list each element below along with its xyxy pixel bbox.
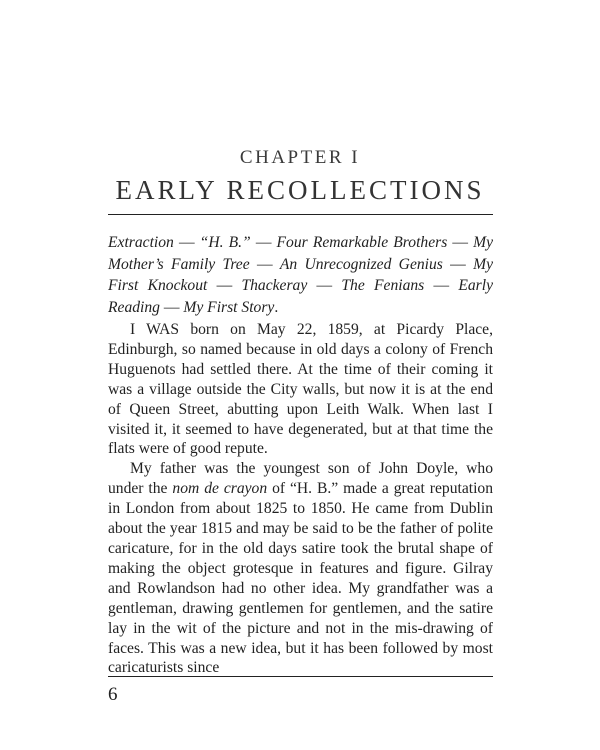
synopsis-separator: — bbox=[447, 234, 474, 251]
synopsis-separator: — bbox=[442, 255, 474, 273]
synopsis-item: Early Reading bbox=[108, 277, 493, 316]
paragraph-2-italic: nom de crayon bbox=[172, 480, 268, 498]
body-text bbox=[108, 320, 493, 678]
paragraph-2-rest: of “H. B.” made a great reputation in London from about 1825 to 1850. He came from Dublin about the year 1815 and may be said to be the father of polite caricature, for in the old days satire took the brutal shape of making the object grotesque in features and figure. Gilray and Rowlandson had no other idea. My grandfather was a gentleman, drawing gentlemen for gentlemen, and the satire lay in the wit of the picture and not in the mis-drawing of faces. This was a new idea, but it has been followed by most caricaturists since bbox=[108, 480, 494, 677]
synopsis-separator: — bbox=[307, 277, 342, 294]
synopsis-item: My Mother’s Family Tree bbox=[108, 234, 494, 273]
synopsis-item: “H. B.” bbox=[199, 234, 251, 251]
synopsis-separator: — bbox=[250, 234, 277, 251]
top-rule bbox=[108, 214, 493, 215]
synopsis-separator: — bbox=[424, 277, 459, 294]
synopsis-item: The Fenians bbox=[341, 277, 425, 294]
synopsis-item: My First Story bbox=[183, 298, 275, 316]
synopsis-item: Thackeray bbox=[241, 277, 308, 294]
chapter-label: CHAPTER I bbox=[239, 147, 361, 168]
synopsis-separator: — bbox=[159, 298, 184, 316]
paragraph-2 bbox=[108, 459, 493, 678]
synopsis-separator: — bbox=[173, 234, 200, 251]
synopsis-end: . bbox=[274, 298, 279, 316]
synopsis-item: Four Remarkable Brothers bbox=[276, 234, 448, 251]
synopsis-item: An Unrecognized Genius bbox=[279, 255, 443, 273]
synopsis-item: Extraction bbox=[108, 234, 174, 251]
chapter-title: EARLY RECOLLECTIONS bbox=[115, 175, 485, 205]
paragraph-2-start: My father was the youngest son of John Doyle, who under the bbox=[108, 460, 493, 498]
synopsis-separator: — bbox=[207, 277, 242, 294]
paragraph-1: I WAS born on May 22, 1859, at Picardy Place, Edinburgh, so named because in old days a colony of French Huguenots had settled there. At the time of their coming it was a village outside the City walls, but now it is at the end of Queen Street, abutting upon Leith Walk. When last I visited it, it seemed to have degenerated, but at that time the flats were of good repute. bbox=[108, 321, 493, 458]
synopsis-separator: — bbox=[249, 255, 280, 273]
synopsis-item: My First Knockout bbox=[108, 255, 493, 294]
bottom-rule bbox=[108, 676, 493, 677]
chapter-synopsis bbox=[108, 232, 493, 318]
page-number: 6 bbox=[108, 684, 118, 705]
